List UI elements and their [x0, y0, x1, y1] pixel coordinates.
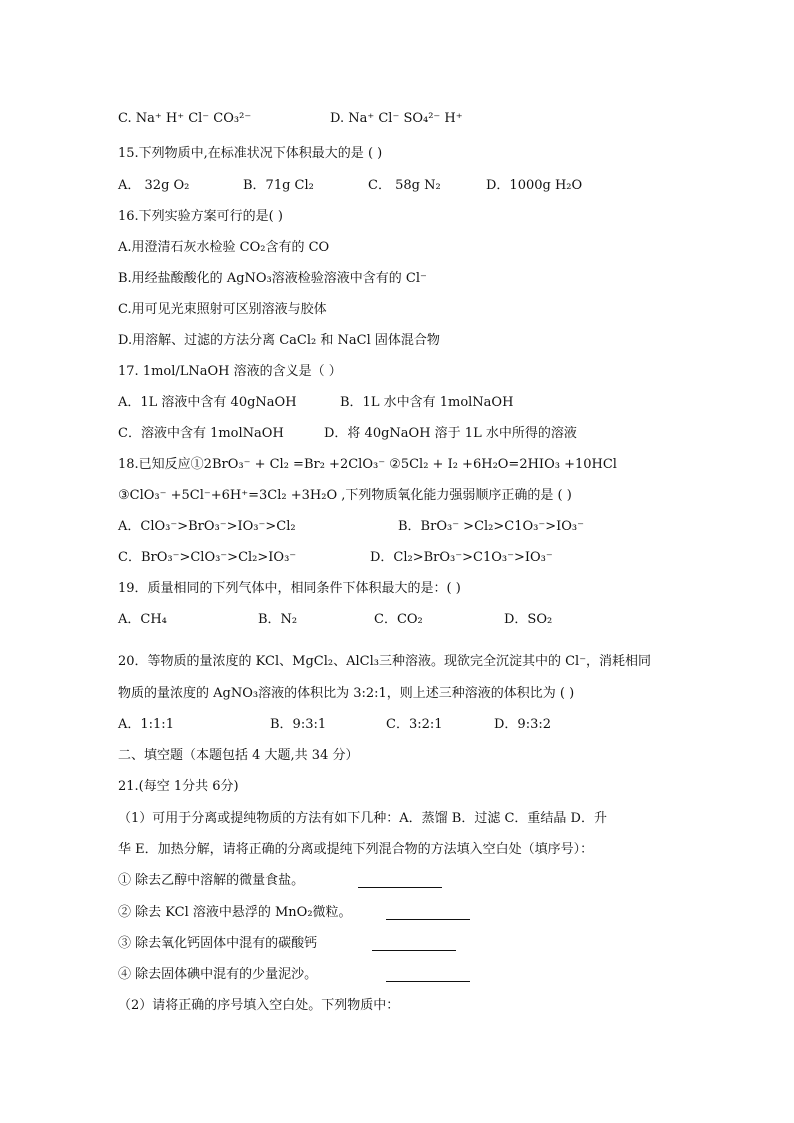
text-segment: 21.(每空 1分共 6分): [118, 779, 239, 794]
text-segment: C．溶液中含有 1molNaOH: [118, 426, 284, 441]
text-segment: 16.下列实验方案可行的是( ): [118, 209, 283, 224]
text-segment: 华 E．加热分解，请将正确的分离或提纯下列混合物的方法填入空白处（填序号）：: [118, 842, 594, 857]
text-line: [118, 841, 593, 859]
text-segment: C.用可见光束照射可区别溶液与胶体: [118, 302, 327, 317]
text-line: [118, 177, 583, 195]
text-segment: D．9:3:2: [494, 717, 551, 732]
text-line: [118, 997, 399, 1015]
text-segment: （1）可用于分离或提纯物质的方法有如下几种：A．蒸馏 B．过滤 C．重结晶 D．升: [118, 811, 607, 826]
text-line: [118, 747, 358, 765]
text-line: [118, 145, 382, 163]
text-segment: C．CO₂: [374, 612, 423, 627]
text-segment: 物质的量浓度的 AgNO₃溶液的体积比为 3:2:1，则上述三种溶液的体积比为 ( ): [118, 686, 575, 701]
answer-blank[interactable]: [386, 907, 470, 920]
text-line: [118, 611, 553, 629]
text-segment: A．CH₄: [118, 612, 167, 627]
text-line: [118, 301, 327, 319]
answer-blank[interactable]: [372, 938, 456, 951]
text-line: [118, 966, 317, 984]
text-segment: ② 除去 KCl 溶液中悬浮的 MnO₂微粒。: [118, 905, 352, 920]
text-segment: D. Na⁺ Cl⁻ SO₄²⁻ H⁺: [330, 111, 463, 126]
text-line: [118, 685, 574, 703]
text-segment: ③ 除去氧化钙固体中混有的碳酸钙: [118, 936, 318, 951]
text-segment: B.用经盐酸酸化的 AgNO₃溶液检验溶液中含有的 Cl⁻: [118, 271, 427, 286]
text-line: [118, 580, 461, 598]
text-segment: 18.已知反应①2BrO₃⁻ + Cl₂ =Br₂ +2ClO₃⁻ ②5Cl₂ + I₂ +6H₂O=2HIO₃ +10HCl: [118, 457, 617, 472]
text-segment: A．ClO₃⁻>BrO₃⁻>IO₃⁻>Cl₂: [118, 519, 296, 534]
answer-blank[interactable]: [386, 969, 470, 982]
text-line: [118, 653, 651, 671]
text-segment: 20．等物质的量浓度的 KCl、MgCl₂、AlCl₃三种溶液。现欲完全沉淀其中的 Cl⁻，消耗相同: [118, 654, 652, 669]
text-line: [118, 456, 617, 474]
text-segment: C. Na⁺ H⁺ Cl⁻ CO₃²⁻: [118, 111, 252, 126]
text-segment: D．1000g H₂O: [486, 178, 583, 193]
text-line: [118, 810, 607, 828]
text-segment: 二、填空题（本题包括 4 大题,共 34 分）: [118, 748, 359, 763]
text-line: [118, 363, 342, 381]
text-line: [118, 394, 514, 412]
text-segment: A．1:1:1: [118, 717, 174, 732]
text-segment: 19．质量相同的下列气体中，相同条件下体积最大的是：( ): [118, 581, 461, 596]
text-segment: C．BrO₃⁻>ClO₃⁻>Cl₂>IO₃⁻: [118, 550, 297, 565]
text-segment: ④ 除去固体碘中混有的少量泥沙。: [118, 967, 318, 982]
text-segment: C．3:2:1: [386, 717, 443, 732]
text-line: [118, 935, 317, 953]
text-line: [118, 872, 304, 890]
text-segment: A． 32g O₂: [118, 178, 190, 193]
text-segment: 17. 1mol/LNaOH 溶液的含义是（ ）: [118, 364, 342, 379]
text-segment: ③ClO₃⁻ +5Cl⁻+6H⁺=3Cl₂ +3H₂O ,下列物质氧化能力强弱顺序正确的是 ( ): [118, 488, 572, 503]
text-line: [118, 110, 463, 128]
text-segment: B．71g Cl₂: [243, 178, 314, 193]
text-segment: D．将 40gNaOH 溶于 1L 水中所得的溶液: [324, 426, 577, 441]
text-line: [118, 778, 239, 796]
text-segment: B．9:3:1: [270, 717, 327, 732]
text-segment: D.用溶解、过滤的方法分离 CaCl₂ 和 NaCl 固体混合物: [118, 333, 440, 348]
text-segment: 15.下列物质中,在标准状况下体积最大的是 ( ): [118, 146, 383, 161]
text-line: [118, 239, 329, 257]
text-segment: D．SO₂: [504, 612, 553, 627]
text-segment: （2）请将正确的序号填入空白处。下列物质中：: [118, 998, 400, 1013]
text-segment: C． 58g N₂: [368, 178, 441, 193]
text-segment: B．BrO₃⁻ >Cl₂>C1O₃⁻>IO₃⁻: [398, 519, 584, 534]
text-line: [118, 518, 584, 536]
answer-blank[interactable]: [358, 875, 442, 888]
text-segment: A.用澄清石灰水检验 CO₂含有的 CO: [118, 240, 330, 255]
text-segment: D．Cl₂>BrO₃⁻>C1O₃⁻>IO₃⁻: [370, 550, 553, 565]
text-segment: ① 除去乙醇中溶解的微量食盐。: [118, 873, 305, 888]
text-line: [118, 904, 352, 922]
text-line: [118, 549, 553, 567]
text-segment: B．1L 水中含有 1molNaOH: [340, 395, 514, 410]
text-line: [118, 716, 551, 734]
text-segment: B．N₂: [258, 612, 298, 627]
text-line: [118, 487, 572, 505]
text-line: [118, 425, 577, 443]
text-line: [118, 332, 440, 350]
text-line: [118, 270, 427, 288]
text-line: [118, 208, 283, 226]
text-segment: A．1L 溶液中含有 40gNaOH: [118, 395, 297, 410]
